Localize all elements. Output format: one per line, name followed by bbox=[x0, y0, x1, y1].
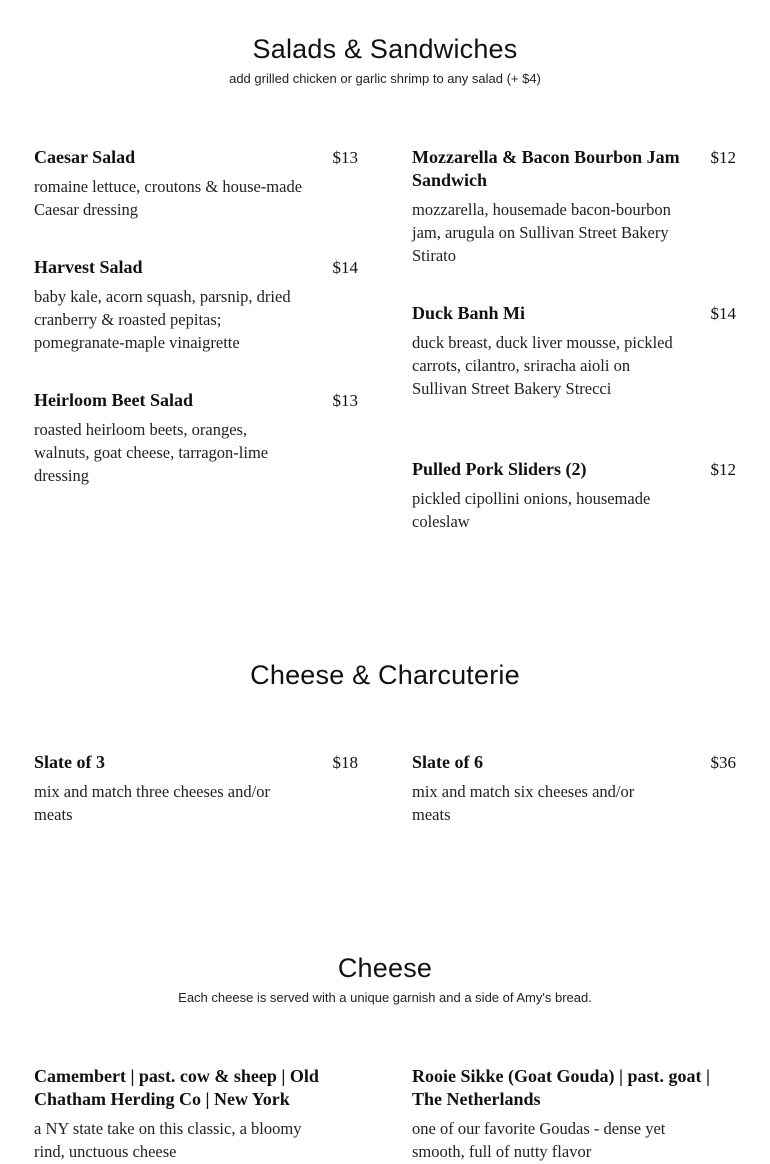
item-name: Rooie Sikke (Goat Gouda) | past. goat | The Netherlands bbox=[412, 1066, 710, 1109]
menu-item-caesar-salad bbox=[34, 146, 358, 221]
cheese-section-header bbox=[0, 953, 770, 1005]
salads-section-header bbox=[0, 34, 770, 86]
item-name: Mozzarella & Bacon Bourbon Jam Sandwich bbox=[412, 147, 680, 190]
section-title: Salads & Sandwiches bbox=[252, 34, 518, 64]
section-title: Cheese & Charcuterie bbox=[250, 660, 520, 690]
item-price: $14 bbox=[710, 304, 736, 323]
item-description: roasted heirloom beets, oranges, walnuts, goat cheese, tarragon-lime dressing bbox=[34, 420, 269, 485]
item-name: Slate of 3 bbox=[34, 752, 105, 772]
item-description: mix and match six cheeses and/or meats bbox=[412, 782, 635, 824]
menu-item-slate-of-6 bbox=[412, 751, 736, 826]
menu-item-rooie-sikke bbox=[412, 1065, 736, 1163]
item-price: $18 bbox=[332, 753, 358, 772]
menu-item-harvest-salad bbox=[34, 256, 358, 354]
item-name: Duck Banh Mi bbox=[412, 303, 526, 323]
item-name: Caesar Salad bbox=[34, 147, 136, 167]
item-name: Harvest Salad bbox=[34, 257, 143, 277]
item-description: romaine lettuce, croutons & house-made Caesar dressing bbox=[34, 177, 303, 219]
menu-item-duck-banh-mi bbox=[412, 302, 736, 400]
item-price: $13 bbox=[332, 148, 358, 167]
charcuterie-section-header bbox=[0, 660, 770, 691]
item-description: baby kale, acorn squash, parsnip, dried cranberry & roasted pepitas; pomegranate-maple vinaigrette bbox=[34, 287, 291, 352]
item-price: $36 bbox=[710, 753, 736, 772]
item-name: Heirloom Beet Salad bbox=[34, 390, 193, 410]
item-description: a NY state take on this classic, a bloomy rind, unctuous cheese bbox=[34, 1119, 302, 1161]
item-description: mix and match three cheeses and/or meats bbox=[34, 782, 270, 824]
section-subtitle: add grilled chicken or garlic shrimp to any salad (+ $4) bbox=[229, 71, 541, 86]
menu-item-pulled-pork-sliders bbox=[412, 458, 736, 533]
item-name: Slate of 6 bbox=[412, 752, 483, 772]
section-subtitle: Each cheese is served with a unique garnish and a side of Amy's bread. bbox=[178, 990, 592, 1005]
item-description: pickled cipollini onions, housemade coleslaw bbox=[412, 489, 651, 531]
section-title: Cheese bbox=[337, 953, 433, 983]
item-description: mozzarella, housemade bacon-bourbon jam, arugula on Sullivan Street Bakery Stirato bbox=[412, 200, 671, 265]
menu-item-camembert bbox=[34, 1065, 358, 1163]
menu-item-mozzarella-sandwich bbox=[412, 146, 736, 267]
menu-item-slate-of-3 bbox=[34, 751, 358, 826]
item-price: $12 bbox=[710, 148, 736, 167]
item-price: $14 bbox=[332, 258, 358, 277]
item-name: Pulled Pork Sliders (2) bbox=[412, 459, 587, 479]
item-price: $12 bbox=[710, 460, 736, 479]
item-description: duck breast, duck liver mousse, pickled carrots, cilantro, sriracha aioli on Sullivan Street Bakery Strecci bbox=[412, 333, 673, 398]
item-name: Camembert | past. cow & sheep | Old Chatham Herding Co | New York bbox=[34, 1066, 319, 1109]
menu-item-heirloom-beet-salad bbox=[34, 389, 358, 487]
item-price: $13 bbox=[332, 391, 358, 410]
item-description: one of our favorite Goudas - dense yet smooth, full of nutty flavor bbox=[412, 1119, 666, 1161]
